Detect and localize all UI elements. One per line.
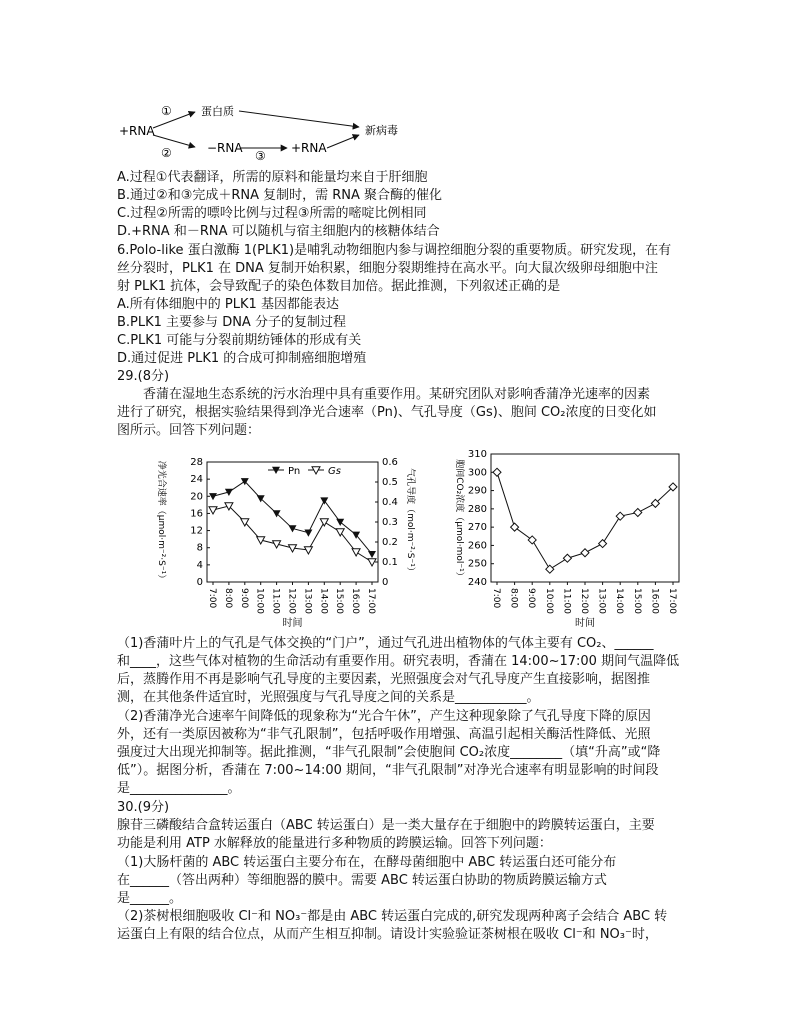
q5-option-c: C.过程②所需的嘌呤比例与过程③所需的嘧啶比例相同 [117,206,427,221]
pn-point [320,497,328,504]
q6-option-c: C.PLK1 可能与分裂前期纺锤体的形成有关 [117,333,362,348]
y-axis-title: 胞间CO₂浓度（μmol·mol⁻¹） [454,459,464,581]
q29-sub1-line: 测，在其他条件适宜时，光照强度与气孔导度之间的关系是___________。 [117,690,540,705]
x-tick-label: 11:00 [561,588,572,614]
y2-tick-label: 0.2 [382,537,398,548]
y-tick-label: 8 [196,542,203,554]
x-tick-label: 13:00 [302,588,313,614]
q29-sub1-line: （1)香蒲叶片上的气孔是气体交换的“门户”，通过气孔进出植物体的气体主要有 CO₂、______ [117,636,654,651]
y2-tick-label: 0.6 [382,457,398,468]
gs-series-line [213,506,372,562]
y-tick-label: 16 [190,508,203,520]
x-tick-label: 16:00 [350,588,361,614]
y-tick-label: 4 [196,559,203,571]
x-tick-label: 8:00 [222,588,233,609]
co2-chart [445,442,685,630]
arrow-step2 [153,135,195,147]
x-tick-label: 17:00 [667,588,677,614]
co2-point [546,565,554,573]
co2-point [616,512,624,520]
q29-header: 29.(8分) [117,369,170,384]
q6-option-a: A.所有体细胞中的 PLK1 基因都能表达 [117,297,339,312]
q30-line: 功能是利用 ATP 水解释放的能量进行多种物质的跨膜运输。回答下列问题： [117,836,552,851]
x-tick-label: 12:00 [579,588,589,614]
q29-intro-line: 图所示。回答下列问题： [117,423,261,438]
rna-replication-diagram [115,103,445,161]
co2-point [599,540,607,548]
y-tick-label: 260 [467,540,487,552]
y-tick-label: 240 [467,577,487,588]
q30-line: （2)茶树根细胞吸收 Cl⁻和 NO₃⁻都是由 ABC 转运蛋白完成的,研究发现两种离子会结合 ABC 转 [117,909,668,924]
x-tick-label: 15:00 [334,588,345,614]
x-axis-title: 时间 [282,618,303,629]
y-tick-label: 300 [467,467,487,479]
pn-point [368,551,376,558]
x-tick-label: 14:00 [318,588,329,614]
co2-point [511,523,519,531]
x-tick-label: 10:00 [254,588,265,614]
arrow-rna-to-virus [327,135,359,148]
q6-option-d: D.通过促进 PLK1 的合成可抑制癌细胞增殖 [117,351,367,366]
y-tick-label: 28 [190,457,203,468]
plot-frame [491,454,679,582]
legend-pn-label: Pn [288,466,301,477]
q29-sub2-line: 低”）。据图分析，香蒲在 7:00~14:00 期间，“非气孔限制”对净光合速率有明显影响的时间段 [117,763,659,778]
diagram-new-virus-label: 新病毒 [365,124,398,137]
diagram-plus-rna-label: +RNA [291,141,327,155]
gs-point [304,547,312,554]
q5-option-a: A.过程①代表翻译，所需的原料和能量均来自于肝细胞 [117,170,428,185]
q30-line: 运蛋白上有限的结合位点，从而产生相互抑制。请设计实验验证茶树根在吸收 Cl⁻和 NO₃⁻时， [117,927,658,942]
y2-tick-label: 0.4 [382,497,398,508]
x-tick-label: 17:00 [366,588,376,614]
y-tick-label: 24 [190,474,203,486]
pn-point [304,530,312,537]
y-tick-label: 290 [467,485,487,497]
y2-tick-label: 0.3 [382,517,398,528]
diagram-source-label: +RNA [119,124,155,138]
pn-series-line [213,481,372,554]
q29-intro-line: 香蒲在湿地生态系统的污水治理中具有重要作用。某研究团队对影响香蒲净光速率的因素 [143,387,651,402]
x-tick-label: 11:00 [270,588,281,614]
diagram-protein-label: 蛋白质 [201,105,234,118]
q30-line: 腺苷三磷酸结合盒转运蛋白（ABC 转运蛋白）是一类大量存在于细胞中的跨膜转运蛋白，主要 [117,818,655,833]
q6-stem-line: 丝分裂时，PLK1 在 DNA 复制开始积累，细胞分裂期维持在高水平。向大鼠次级卵母细胞中注 [117,261,658,276]
step1-label: ① [161,104,172,118]
q6-stem-line: 射 PLK1 抗体，会导致配子的染色体数目加倍。据此推测，下列叙述正确的是 [117,279,561,294]
pn-gs-chart [140,442,430,630]
x-tick-label: 8:00 [508,588,519,609]
arrow-step1 [153,112,195,128]
q30-line: 在______（答出两种）等细胞器的膜中。需要 ABC 转运蛋白协助的物质跨膜运输方式 [117,873,607,888]
x-tick-label: 12:00 [286,588,297,614]
q29-sub2-line: （2)香蒲净光合速率午间降低的现象称为“光合午休”，产生这种现象除了气孔导度下降的原因 [117,709,651,724]
y2-tick-label: 0.1 [382,557,398,568]
plot-frame [207,462,378,582]
pn-point [336,519,344,526]
x-tick-label: 7:00 [207,588,217,609]
y2-axis-title: 气孔导度（mol·m⁻²·S⁻¹） [405,468,415,576]
q29-sub2-line: 强度过大出现光抑制等。据此推测，“非气孔限制”会使胞间 CO₂浓度________（填“升高”或“降 [117,745,661,760]
x-tick-label: 10:00 [543,588,554,614]
arrow-protein-to-virus [239,111,359,127]
gs-point [209,507,217,514]
q6-option-b: B.PLK1 主要参与 DNA 分子的复制过程 [117,315,346,330]
y-tick-label: 20 [190,491,203,503]
x-tick-label: 15:00 [631,588,642,614]
x-tick-label: 9:00 [526,588,537,609]
q30-line: 是______。 [117,891,183,906]
q6-stem-line: 6.Polo-like 蛋白激酶 1(PLK1)是哺乳动物细胞内参与调控细胞分裂的重要物质。研究发现，在有 [117,243,672,258]
gs-point [352,549,360,556]
q29-sub2-line: 外，还有一类原因被称为“非气孔限制”，包括呼吸作用增强、高温引起相关酶活性降低、光照 [117,727,651,742]
gs-point [368,559,376,566]
q5-option-b: B.通过②和③完成＋RNA 复制时，需 RNA 聚合酶的催化 [117,188,443,203]
y-tick-label: 280 [467,503,487,515]
x-tick-label: 7:00 [491,588,501,609]
x-tick-label: 16:00 [649,588,660,614]
diagram-minus-rna-label: −RNA [207,141,243,155]
x-tick-label: 13:00 [596,588,607,614]
pn-point [209,493,217,500]
co2-point [634,509,642,517]
q30-line: （1)大肠杆菌的 ABC 转运蛋白主要分布在，在酵母菌细胞中 ABC 转运蛋白还可能分布 [117,855,617,870]
x-tick-label: 9:00 [238,588,249,609]
y-tick-label: 270 [467,522,487,534]
q29-sub2-line: 是_______________。 [117,781,241,796]
co2-point [581,549,589,557]
q29-sub1-line: 后，蒸腾作用不再是影响气孔导度的主要因素，光照强度会对气孔导度产生直接影响，据图推 [117,672,651,687]
step3-label: ③ [255,149,266,161]
co2-point [528,536,536,544]
legend-gs-label: Gs [328,466,341,477]
q29-intro-line: 进行了研究，根据实验结果得到净光合速率（Pn)、气孔导度（Gs)、胞间 CO₂浓度的日变化如 [117,405,657,420]
y2-tick-label: 0.5 [382,477,398,488]
co2-point [493,468,501,476]
q5-option-d: D.+RNA 和－RNA 可以随机与宿主细胞内的核糖体结合 [117,224,440,239]
y-tick-label: 310 [467,449,487,460]
q29-sub1-line: 和____，这些气体对植物的生命活动有重要作用。研究表明，香蒲在 14:00~17:00 期间气温降低 [117,654,680,669]
q30-header: 30.(9分) [117,800,170,815]
gs-point [320,519,328,526]
y-tick-label: 12 [190,525,203,537]
step2-label: ② [161,146,172,160]
co2-point [563,554,571,562]
y-axis-title: 净光合速率（μmol·m⁻²·S⁻¹） [156,460,166,584]
y-tick-label: 0 [196,577,203,588]
x-tick-label: 14:00 [614,588,625,614]
y2-tick-label: 0 [382,577,389,588]
y-tick-label: 250 [467,558,487,570]
x-axis-title: 时间 [575,618,595,629]
